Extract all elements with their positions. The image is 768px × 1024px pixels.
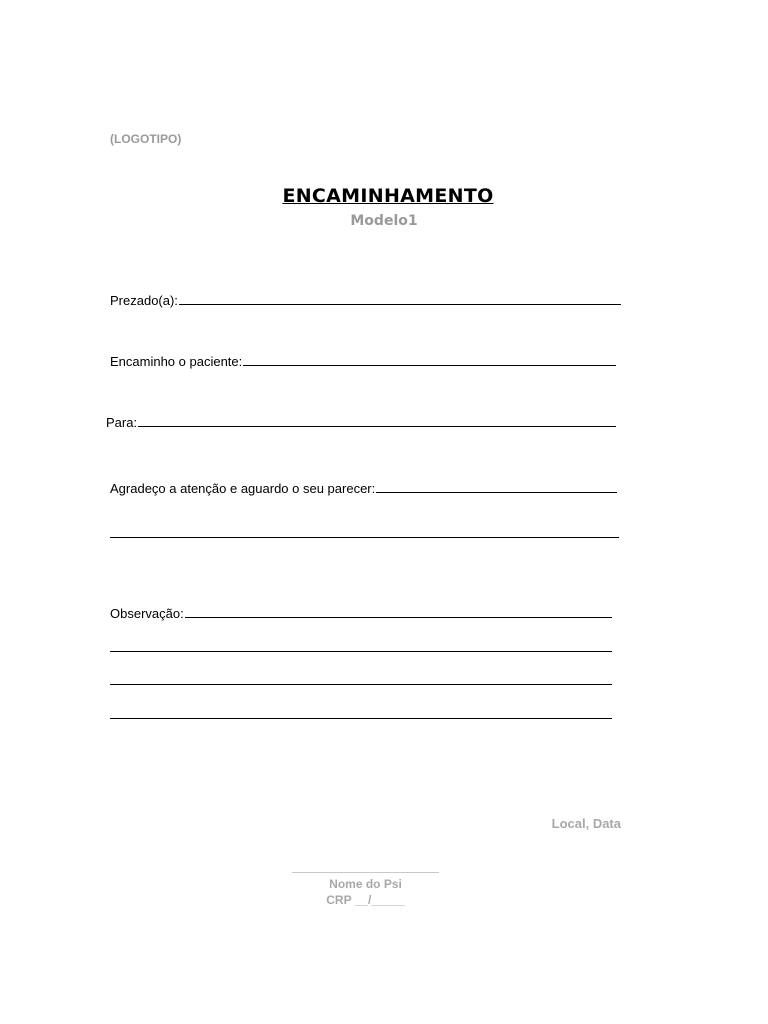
document-subtitle: Modelo1: [350, 213, 418, 229]
prezado-field[interactable]: [110, 292, 621, 308]
prezado-label: Prezado(a):: [110, 293, 178, 308]
agradeco-line[interactable]: [376, 480, 617, 493]
observacao-label: Observação:: [110, 606, 184, 621]
agradeco-field[interactable]: [110, 480, 617, 496]
signature-line: [292, 872, 439, 873]
observacao-line-4[interactable]: [110, 718, 612, 719]
para-line[interactable]: [138, 414, 616, 427]
parecer-continuation-line[interactable]: [110, 537, 619, 538]
observacao-line-3[interactable]: [110, 684, 612, 685]
prezado-line[interactable]: [179, 292, 621, 305]
observacao-line[interactable]: [185, 605, 612, 618]
paciente-line[interactable]: [243, 353, 616, 366]
observacao-field[interactable]: [110, 605, 612, 621]
psi-name: Nome do Psi: [329, 877, 402, 891]
agradeco-label: Agradeço a atenção e aguardo o seu parecer:: [110, 481, 376, 496]
document-title: ENCAMINHAMENTO: [282, 185, 494, 207]
paciente-field[interactable]: [110, 353, 616, 369]
paciente-label: Encaminho o paciente:: [110, 354, 243, 369]
para-field[interactable]: [106, 414, 616, 430]
local-data: Local, Data: [551, 816, 621, 831]
crp-number: CRP __/_____: [326, 893, 405, 907]
observacao-line-2[interactable]: [110, 651, 612, 652]
para-label: Para:: [106, 415, 138, 430]
logo-placeholder: (LOGOTIPO): [110, 132, 182, 146]
